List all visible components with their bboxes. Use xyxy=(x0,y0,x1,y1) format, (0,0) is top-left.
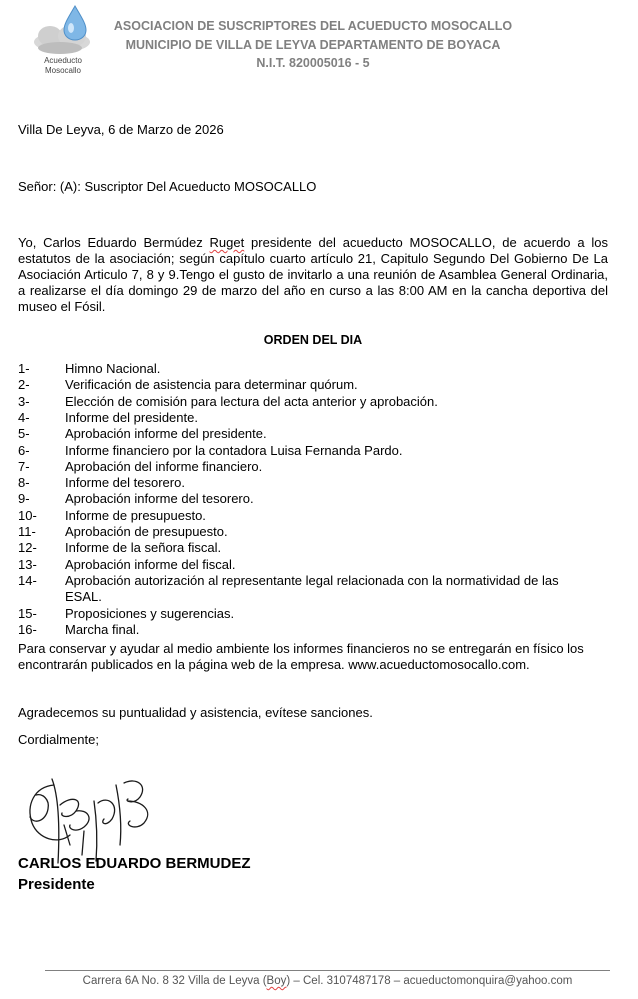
letter-date: Villa De Leyva, 6 de Marzo de 2026 xyxy=(18,122,224,137)
agenda-item-text: Aprobación informe del presidente. xyxy=(65,426,267,442)
agenda-item-number: 1- xyxy=(18,361,30,376)
agenda-item-text: Aprobación de presupuesto. xyxy=(65,524,228,539)
agenda-title: ORDEN DEL DIA xyxy=(263,333,363,347)
agenda-item-text: Verificación de asistencia para determinar quórum. xyxy=(65,377,358,393)
agenda-item-number: 6- xyxy=(18,442,30,458)
agenda-item-text: Elección de comisión para lectura del acta anterior y aprobación. xyxy=(65,393,438,409)
agenda-item-text: Informe del tesorero. xyxy=(65,475,185,491)
closing-line: Cordialmente; xyxy=(18,732,99,747)
logo-text-line2: Mosocallo xyxy=(44,66,81,75)
header-nit: N.I.T. 820005016 - 5 xyxy=(256,56,370,70)
agenda-item-text: Informe de presupuesto. xyxy=(65,507,206,523)
footer-contact xyxy=(45,975,610,987)
agenda-item-number: 16- xyxy=(18,622,37,638)
footer-spell-flagged-word: Boy xyxy=(266,975,287,987)
agenda-item-number: 13- xyxy=(18,556,37,572)
agenda-item-text: Aprobación del informe financiero. xyxy=(65,458,263,474)
letter-salutation: Señor: (A): Suscriptor Del Acueducto MOSOCALLO xyxy=(18,179,317,194)
footer-text-a: Carrera 6A No. 8 32 Villa de Leyva ( xyxy=(82,975,267,987)
agenda-item-number: 8- xyxy=(18,475,30,491)
agenda-item-number: 4- xyxy=(18,409,30,425)
agenda-item-number: 14- xyxy=(18,572,37,588)
thanks-line: Agradecemos su puntualidad y asistencia, evítese sanciones. xyxy=(18,705,373,720)
header-org-name: ASOCIACION DE SUSCRIPTORES DEL ACUEDUCTO MOSOCALLO xyxy=(113,19,513,33)
intro-text-a: Yo, Carlos Eduardo Bermúdez xyxy=(18,235,210,250)
agenda-item-number: 15- xyxy=(18,605,37,621)
logo-text-line1: Acueducto xyxy=(44,56,82,65)
water-drop-cloud-icon xyxy=(30,4,100,64)
intro-spell-flagged-word: Ruget xyxy=(209,235,245,250)
agenda-item-text: Informe financiero por la contadora Luisa Fernanda Pardo. xyxy=(65,442,403,458)
agenda-item-number: 10- xyxy=(18,507,37,523)
signer-title: Presidente xyxy=(18,876,95,893)
agenda-item-number: 7- xyxy=(18,458,30,474)
intro-text-b: presidente del acueducto MOSOCALLO, de acuerdo a los estatutos de la asociación; según capítulo cuarto artículo 21, Capitulo Segundo Del Gobierno De La Asociación Articulo 7, 8 y 9.Tengo el gusto de invitarlo a una reunión de Asamblea General Ordinaria, a realizarse el día domingo 29 de marzo del año en curso a las 8:00 AM en la cancha deportiva del museo el Fósil. xyxy=(18,235,609,314)
agenda-item-number: 11- xyxy=(18,524,36,539)
agenda-item-text: Informe de la señora fiscal. xyxy=(65,540,222,556)
environment-note: Para conservar y ayudar al medio ambiente los informes financieros no se entregarán en físico los encontrarán publicados en la página web de la empresa. www.acueductomosocallo.com. xyxy=(18,641,584,672)
signer-name: CARLOS EDUARDO BERMUDEZ xyxy=(18,855,251,872)
letter-intro-paragraph xyxy=(18,235,608,315)
agenda-item-number: 3- xyxy=(18,393,30,409)
agenda-item-text: Aprobación informe del fiscal. xyxy=(65,556,236,572)
agenda-item-number: 9- xyxy=(18,491,30,507)
agenda-item-text: Marcha final. xyxy=(65,622,140,638)
agenda-item-text: Aprobación autorización al representante legal relacionada con la normatividad de las ESAL. xyxy=(65,572,559,604)
footer-divider xyxy=(45,970,610,971)
agenda-item-text: Proposiciones y sugerencias. xyxy=(65,605,235,621)
agenda-item-number: 12- xyxy=(18,540,37,556)
agenda-item-text: Himno Nacional. xyxy=(65,361,161,376)
agenda-item-text: Aprobación informe del tesorero. xyxy=(65,491,254,507)
agenda-item-number: 5- xyxy=(18,426,30,442)
organization-logo xyxy=(30,4,100,76)
header-municipality: MUNICIPIO DE VILLA DE LEYVA DEPARTAMENTO DE BOYACA xyxy=(125,38,501,52)
footer-text-b: ) – Cel. 3107487178 – acueductomonquira@yahoo.com xyxy=(286,975,573,987)
handwritten-signature xyxy=(24,765,164,865)
agenda-item-text: Informe del presidente. xyxy=(65,409,198,425)
agenda-item-number: 2- xyxy=(18,377,30,393)
